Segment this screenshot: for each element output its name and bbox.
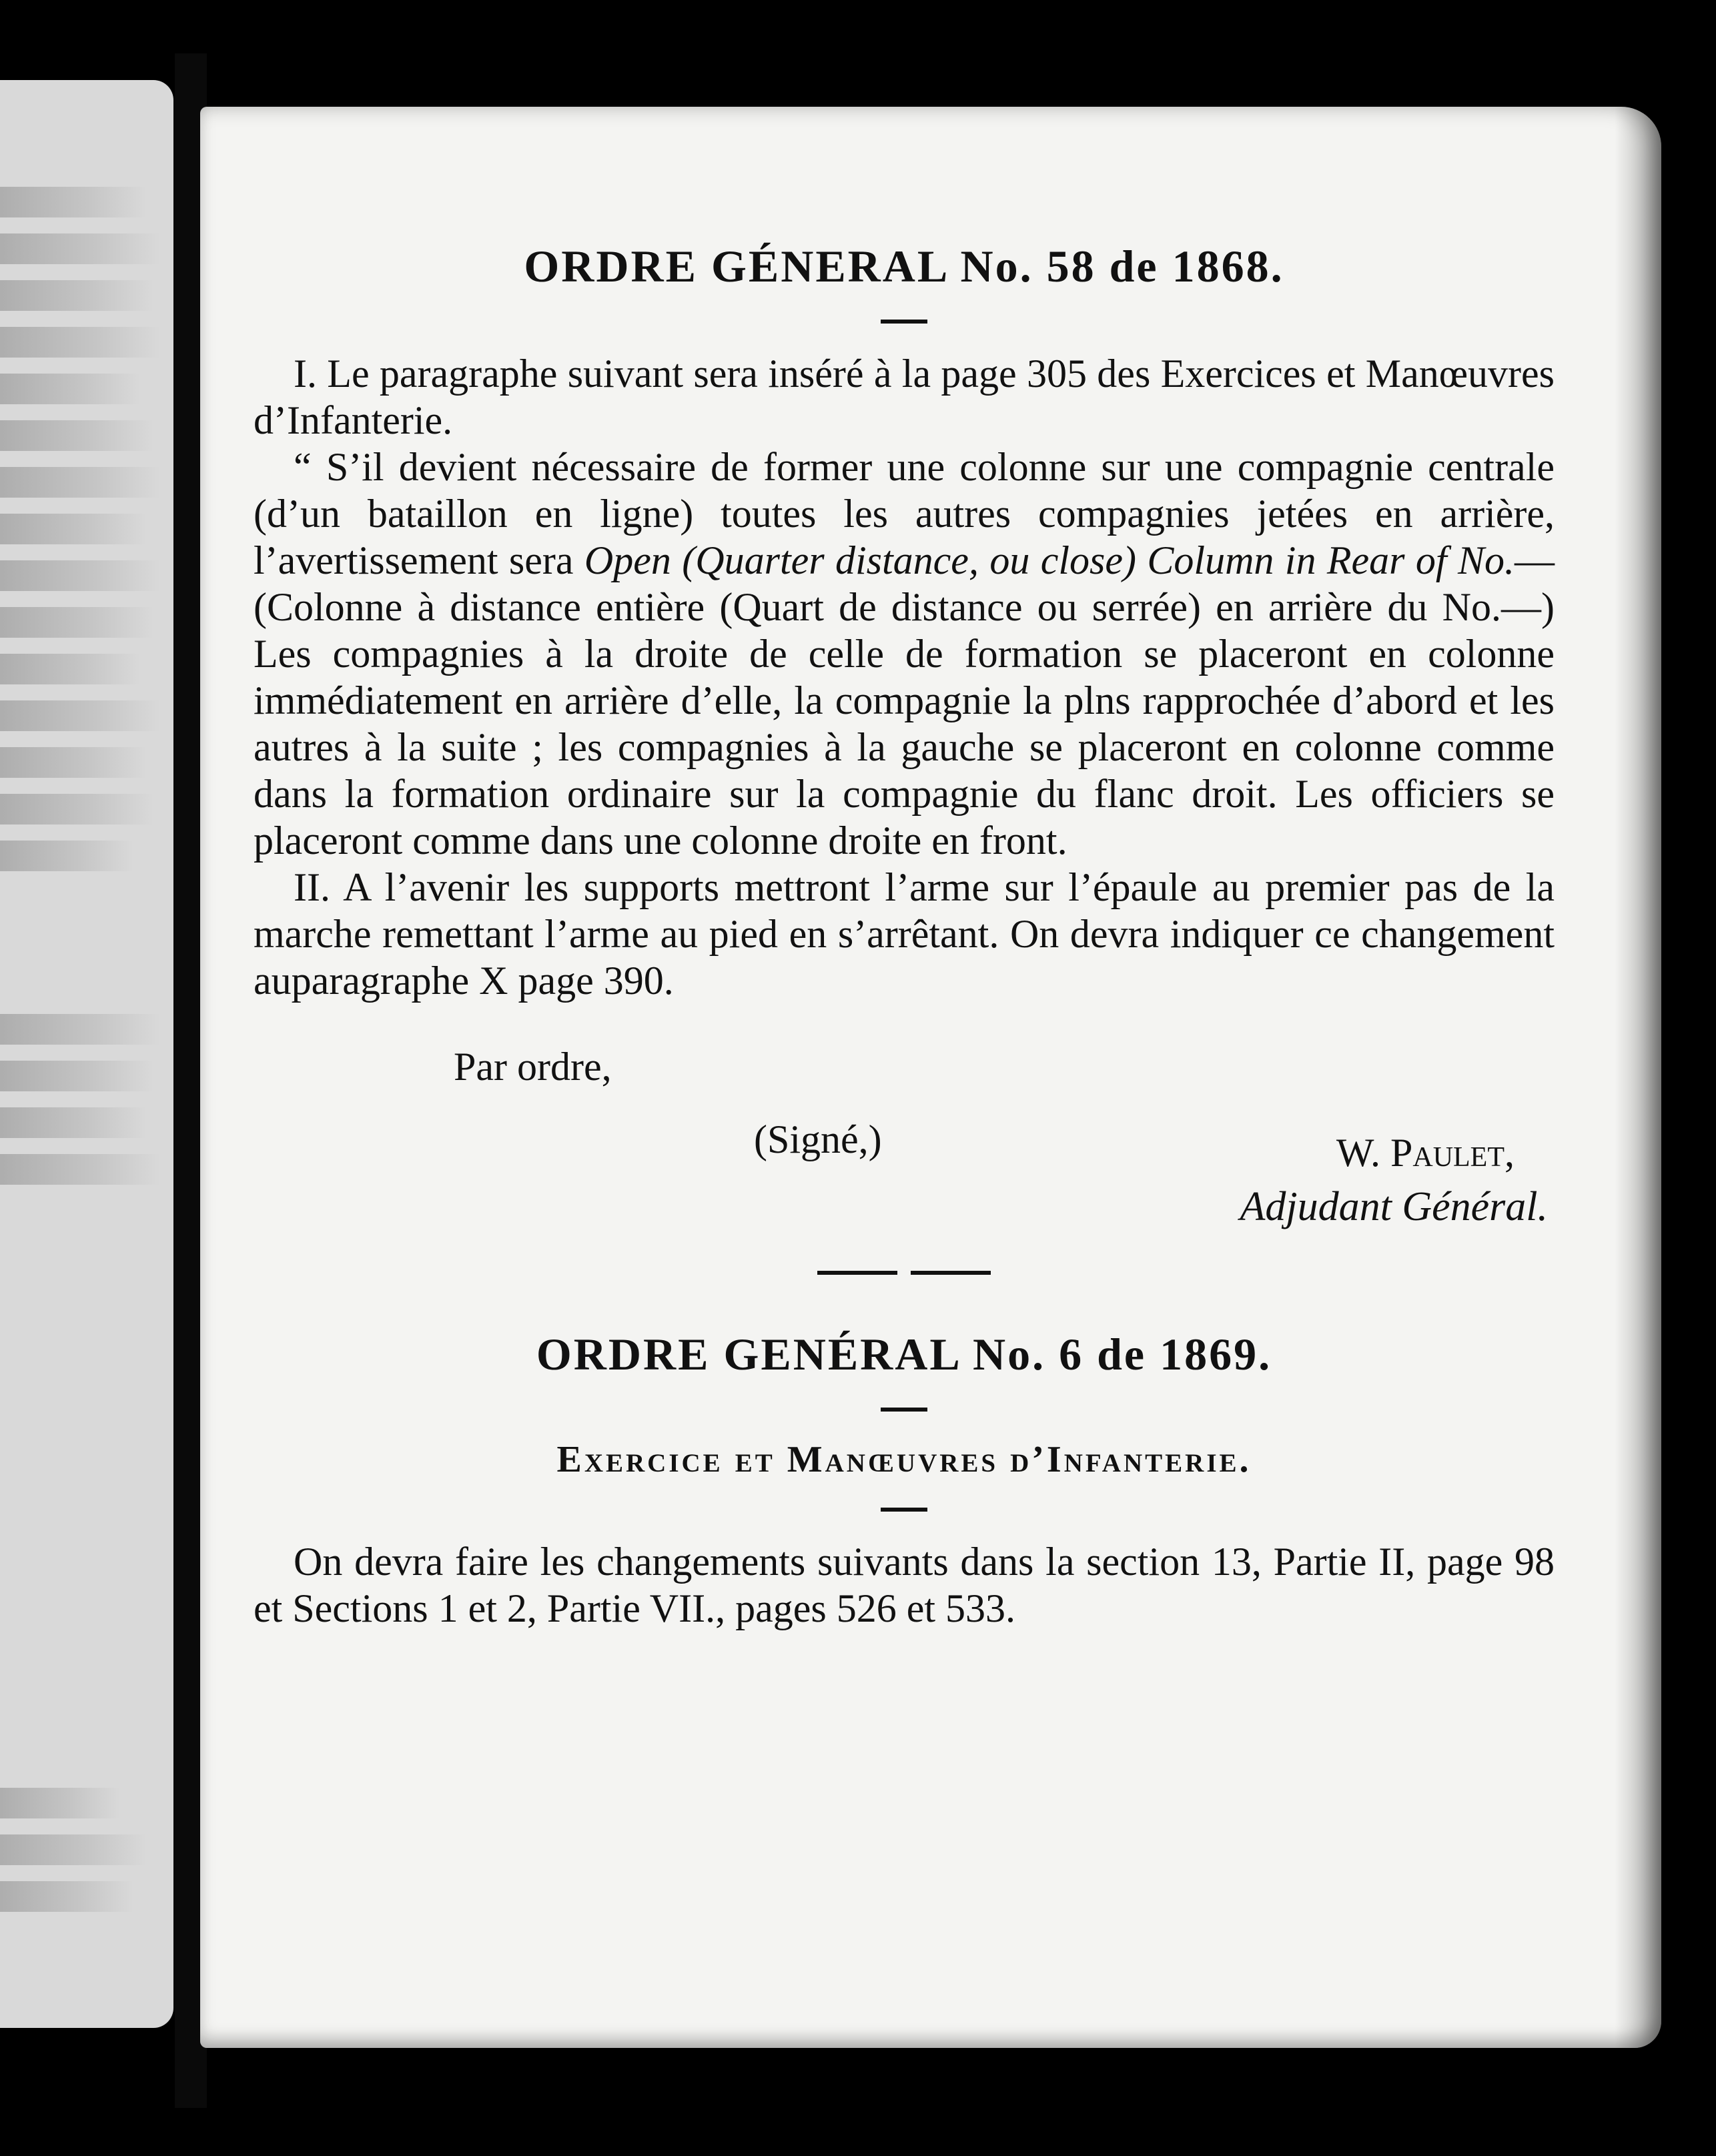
order1-paragraph-2 [254,444,1555,864]
by-order: Par ordre, [454,1045,612,1089]
order2-subtitle: Exercice et Manœuvres d’Infanterie. [556,1439,1252,1480]
order1-title: ORDRE GÉNERAL No. 58 de 1868. [524,241,1284,292]
signature-row [254,1117,1555,1177]
book-page [200,107,1661,2048]
title-dash-2 [881,1408,927,1412]
signer-name: W. Paulet, [1336,1131,1515,1175]
facing-page [0,80,173,2028]
title-dash [881,320,927,324]
order2-paragraph-1: On devra faire les changements suivants dans la section 13, Partie II, page 98 et Sections 1 et 2, Partie VII., pages 526 et 533. [254,1540,1555,1630]
order1-paragraph-2-command: Open (Quarter distance, ou close) Column in Rear of No. [584,538,1515,582]
signed-label: (Signé,) [754,1117,882,1161]
signer-title: Adjudant Général. [1240,1184,1548,1229]
page-content [254,240,1555,1632]
order1-paragraph-2-text-b: —(Colonne à distance entière (Quart de distance ou serrée) en arrière du No.—) Les compagnies à la droite de celle de formation se placeront en colonne immédiatement en arrière d’elle, la compagnie la plns rapprochée d’abord et les autres à la suite ; les compagnies à la gauche se placeront en colonne comme dans la formation ordinaire sur la compagnie du flanc droit. Les officiers se placeront comme dans une colonne droite en front. [254,538,1555,863]
subtitle-dash [881,1508,927,1512]
page-edge-shadow [1615,107,1661,2048]
section-divider [817,1271,991,1275]
order1-paragraph-3: II. A l’avenir les supports mettront l’arme sur l’épaule au premier pas de la marche remettant l’arme au pied en s’arrêtant. On devra indiquer ce changement auparagraphe X page 390. [254,865,1555,1003]
order1-paragraph-2-text-a: “ S’il devient nécessaire de former une colonne sur une compagnie centrale (d’un bataillon en ligne) toutes les autres compagnies jetées en arrière, l’avertissement sera [254,445,1555,582]
order2-title: ORDRE GENÉRAL No. 6 de 1869. [536,1329,1272,1380]
order1-paragraph-1: I. Le paragraphe suivant sera inséré à la page 305 des Exercices et Manœuvres d’Infanterie. [254,352,1555,442]
